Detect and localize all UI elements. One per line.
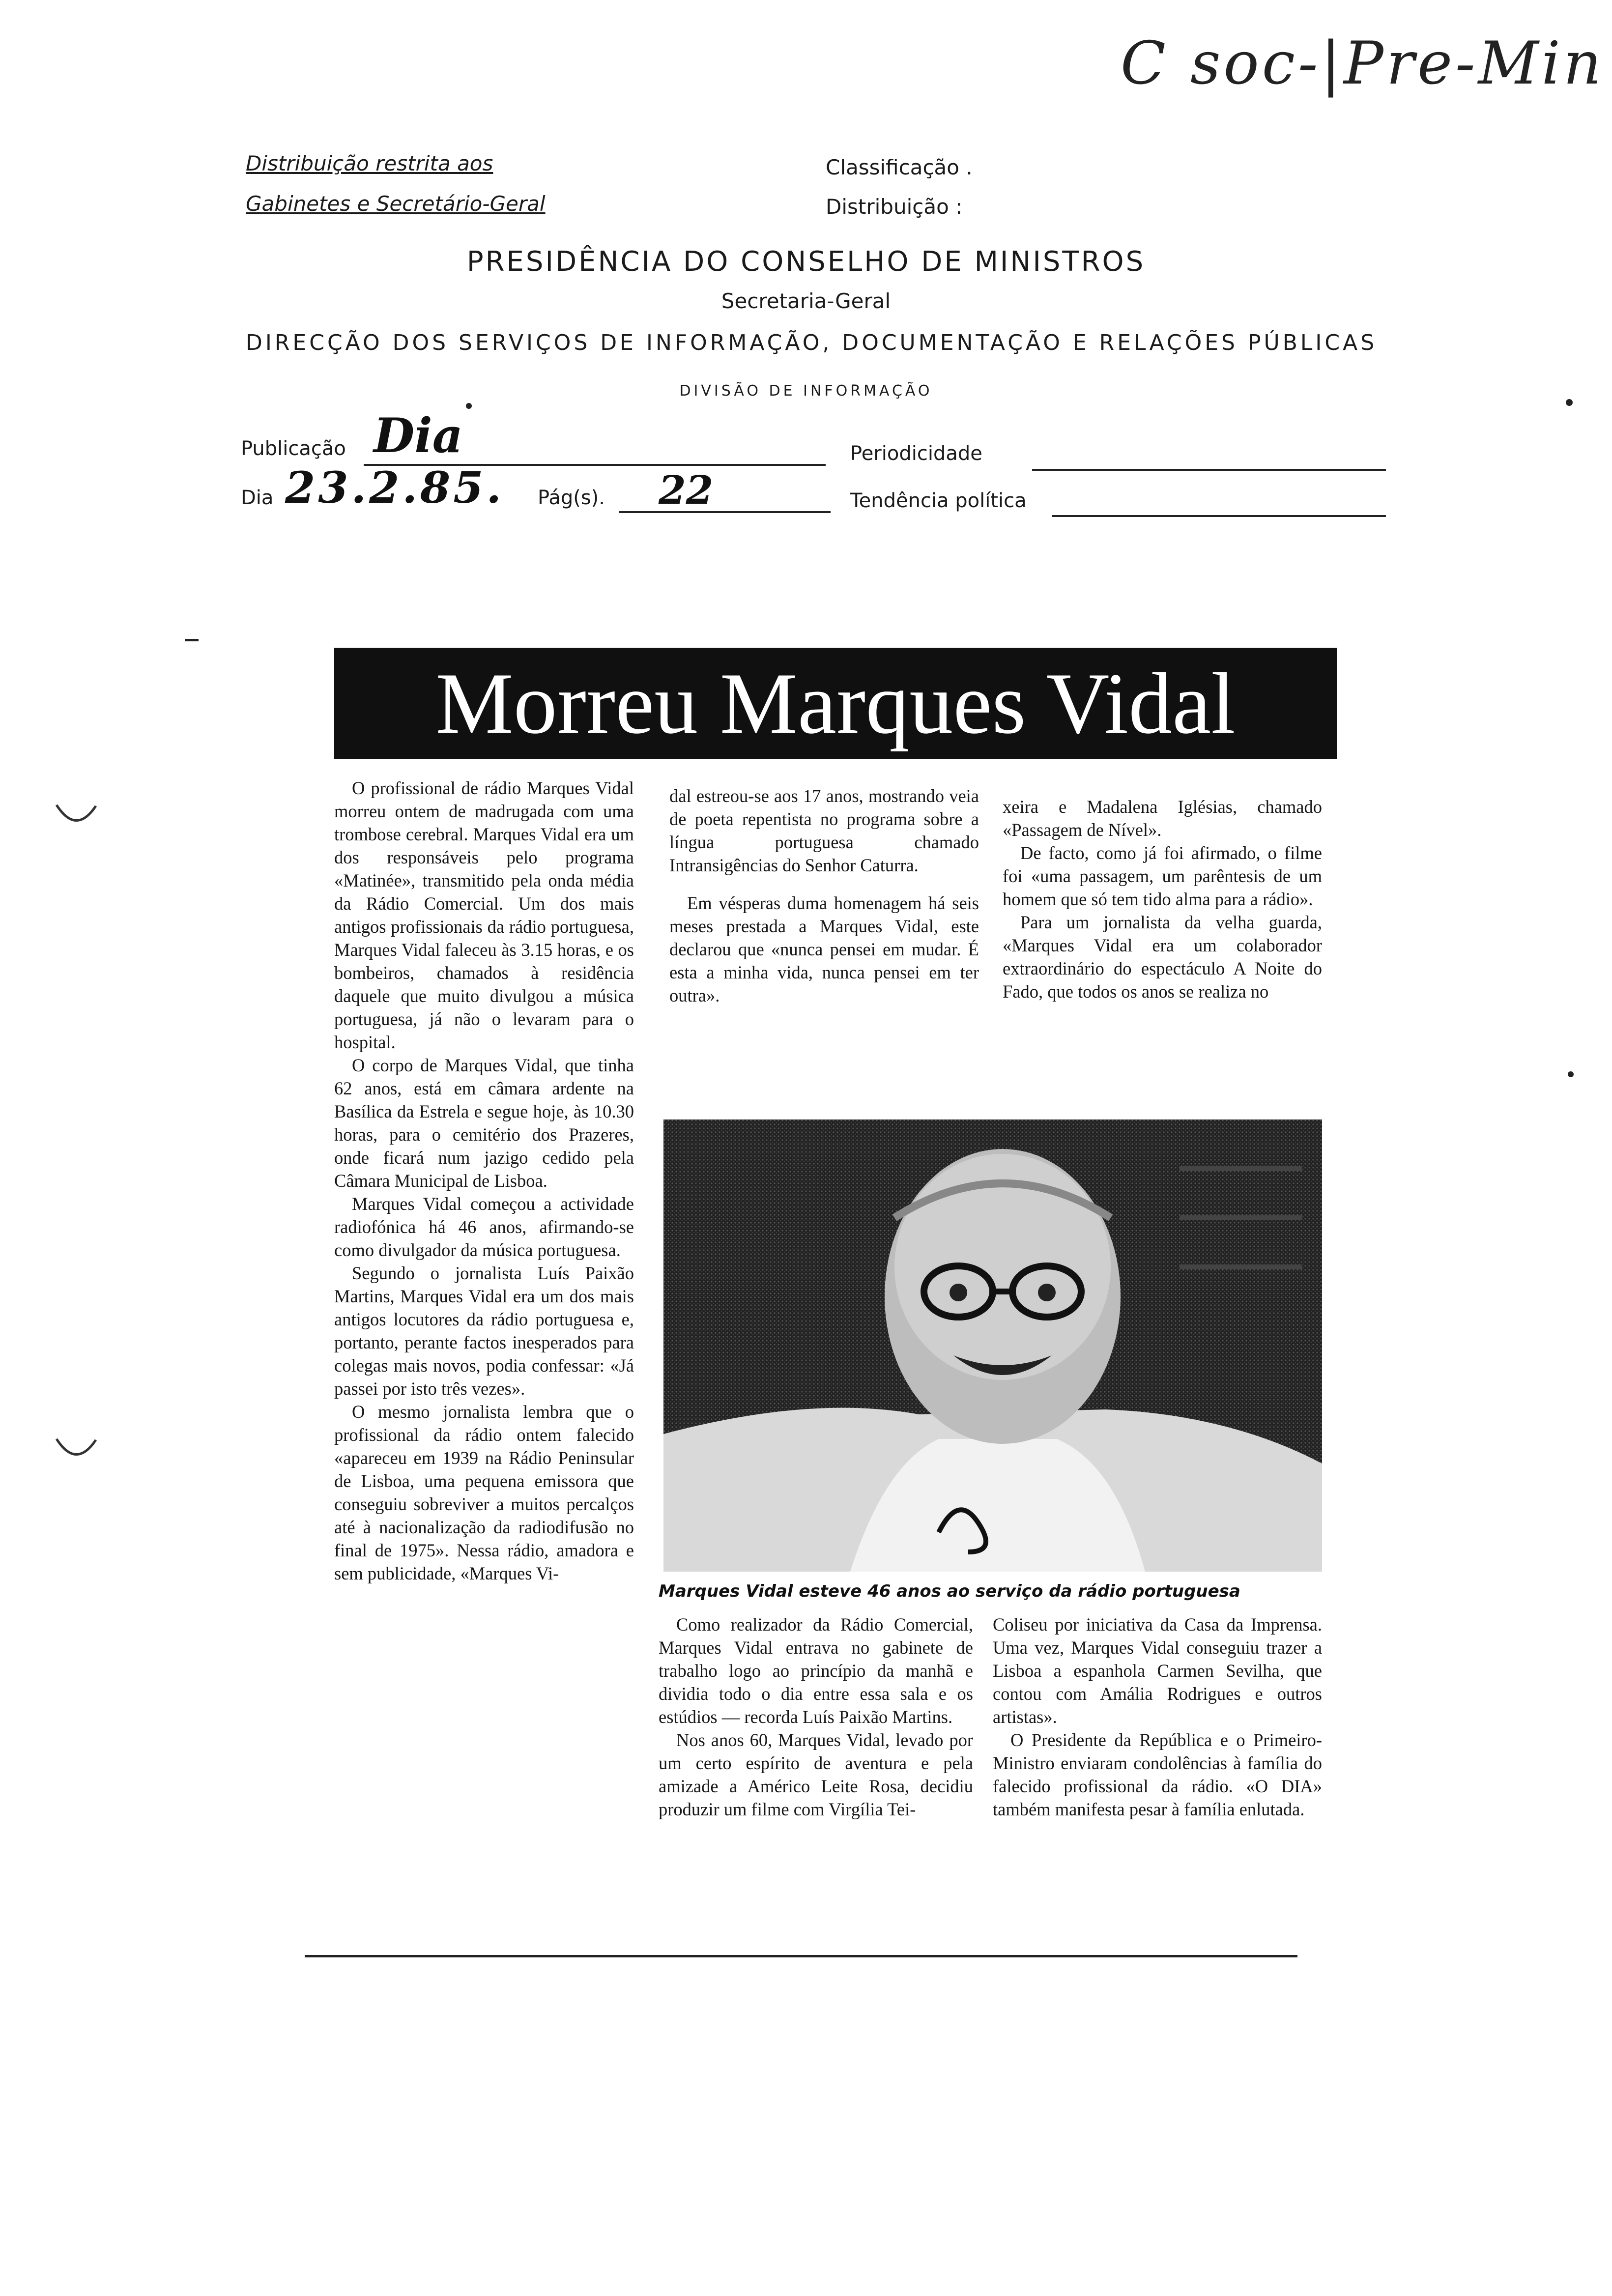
date-value: 23.2.85. <box>285 462 505 513</box>
portrait-photo <box>663 1119 1322 1572</box>
scan-dot-mark <box>1568 1071 1574 1077</box>
periodicity-underline <box>1032 469 1386 471</box>
photo-caption: Marques Vidal esteve 46 anos ao serviço da rádio portuguesa <box>659 1581 1240 1601</box>
distribution-restricted-line1: Distribuição restrita aos <box>246 151 493 175</box>
secretariat-title: Secretaria-Geral <box>721 289 891 313</box>
article-bottom-rule <box>305 1955 1297 1957</box>
article-paragraph: Coliseu por iniciativa da Casa da Imprensa. Uma vez, Marques Vidal conseguiu trazer a Lisboa a espanhola Carmen Sevilha, que contou com Amália Rodrigues e outros artistas». <box>993 1614 1322 1727</box>
article-paragraph: O profissional de rádio Marques Vidal morreu ontem de madrugada com uma trombose cerebral. Marques Vidal era um dos responsáveis pelo programa «Matinée», transmitido pela onda média da Rádio Comercial. Um dos mais antigos profissionais da rádio portuguesa, Marques Vidal faleceu às 3.15 horas, e os bombeiros, chamados à residência daquele que muito divulgou a música portuguesa, já não o levaram para o hospital. <box>334 778 634 1052</box>
article-column-3-top <box>1003 795 1322 1003</box>
article-column-2-top <box>669 784 979 1007</box>
article-paragraph: O corpo de Marques Vidal, que tinha 62 anos, está em câmara ardente na Basílica da Estrela e segue hoje, às 10.30 horas, para o cemitério dos Prazeres, onde ficará num jazigo cedido pela Câmara Municipal de Lisboa. <box>334 1055 634 1191</box>
article-paragraph: Nos anos 60, Marques Vidal, levado por um certo espírito de aventura e pela amizade a Américo Leite Rosa, decidiu produzir um filme com Virgília Tei- <box>659 1730 973 1819</box>
article-column-1 <box>334 776 634 1585</box>
division-title: DIVISÃO DE INFORMAÇÃO <box>679 382 933 400</box>
article-paragraph: Segundo o jornalista Luís Paixão Martins, Marques Vidal era um dos mais antigos locutores da rádio portuguesa e, portanto, perante factos inesperados para colegas mais novos, podia confessar: «Já passei por isto três vezes». <box>334 1263 634 1399</box>
date-label: Dia <box>241 487 274 509</box>
distribution-label: Distribuição : <box>826 195 963 219</box>
pages-underline <box>619 511 831 513</box>
publication-label: Publicação <box>241 437 346 460</box>
periodicity-label: Periodicidade <box>850 442 982 465</box>
handwritten-filing-note: C soc-|Pre-Min <box>1121 29 1605 98</box>
distribution-restricted-line2: Gabinetes e Secretário-Geral <box>246 192 546 216</box>
punch-hole-mark-top <box>54 801 98 831</box>
pages-label: Pág(s). <box>538 487 605 509</box>
article-column-3-bottom <box>993 1613 1322 1821</box>
article-paragraph: Para um jornalista da velha guarda, «Marques Vidal era um colaborador extraordinário do espectáculo A Noite do Fado, que todos os anos se realiza no <box>1003 912 1322 1002</box>
classification-label: Classificação . <box>826 155 973 179</box>
article-paragraph: O Presidente da República e o Primeiro-Ministro enviaram condolências à família do falecido profissional da rádio. «O DIA» também manifesta pesar à família enlutada. <box>993 1730 1322 1819</box>
punch-hole-mark-bottom <box>54 1435 98 1464</box>
scan-dot-mark <box>1566 399 1573 406</box>
scan-dash-mark <box>185 639 199 641</box>
article-paragraph: Em vésperas duma homenagem há seis meses prestada a Marques Vidal, este declarou que «nunca pensei em mudar. É esta a minha vida, nunca pensei em ter outra». <box>669 893 979 1005</box>
political-tendency-label: Tendência política <box>850 489 1027 512</box>
article-paragraph: O mesmo jornalista lembra que o profissional da rádio ontem falecido «apareceu em 1939 na Rádio Peninsular de Lisboa, uma pequena emissora que conseguiu sobreviver a muitos percalços até à nacionalização da radiodifusão no final de 1975». Nessa rádio, amadora e sem publicidade, «Marques Vi- <box>334 1402 634 1583</box>
political-tendency-underline <box>1052 515 1386 517</box>
scan-dot-mark <box>466 403 472 409</box>
article-paragraph: xeira e Madalena Iglésias, chamado «Passagem de Nível». <box>1003 797 1322 840</box>
portrait-illustration <box>663 1119 1322 1572</box>
article-paragraph: Como realizador da Rádio Comercial, Marques Vidal entrava no gabinete de trabalho logo ao princípio da manhã e dividia todo o dia entre essa sala e os estúdios — recorda Luís Paixão Martins. <box>659 1614 973 1727</box>
article-paragraph: De facto, como já foi afirmado, o filme foi «uma passagem, um parêntesis de um homem que só tem tido alma para a rádio». <box>1003 843 1322 909</box>
article-paragraph: dal estreou-se aos 17 anos, mostrando veia de poeta repentista no programa sobre a língua portuguesa chamado Intransigências do Senhor Caturra. <box>669 786 979 875</box>
presidency-title: PRESIDÊNCIA DO CONSELHO DE MINISTROS <box>466 246 1146 278</box>
article-column-2-bottom <box>659 1613 973 1821</box>
pages-value: 22 <box>659 467 714 513</box>
publication-value: Dia <box>374 408 463 463</box>
directorate-title: DIRECÇÃO DOS SERVIÇOS DE INFORMAÇÃO, DOCUMENTAÇÃO E RELAÇÕES PÚBLICAS <box>246 330 1378 355</box>
article-paragraph: Marques Vidal começou a actividade radiofónica há 46 anos, afirmando-se como divulgador da música portuguesa. <box>334 1194 634 1260</box>
article-headline: Morreu Marques Vidal <box>334 648 1337 759</box>
